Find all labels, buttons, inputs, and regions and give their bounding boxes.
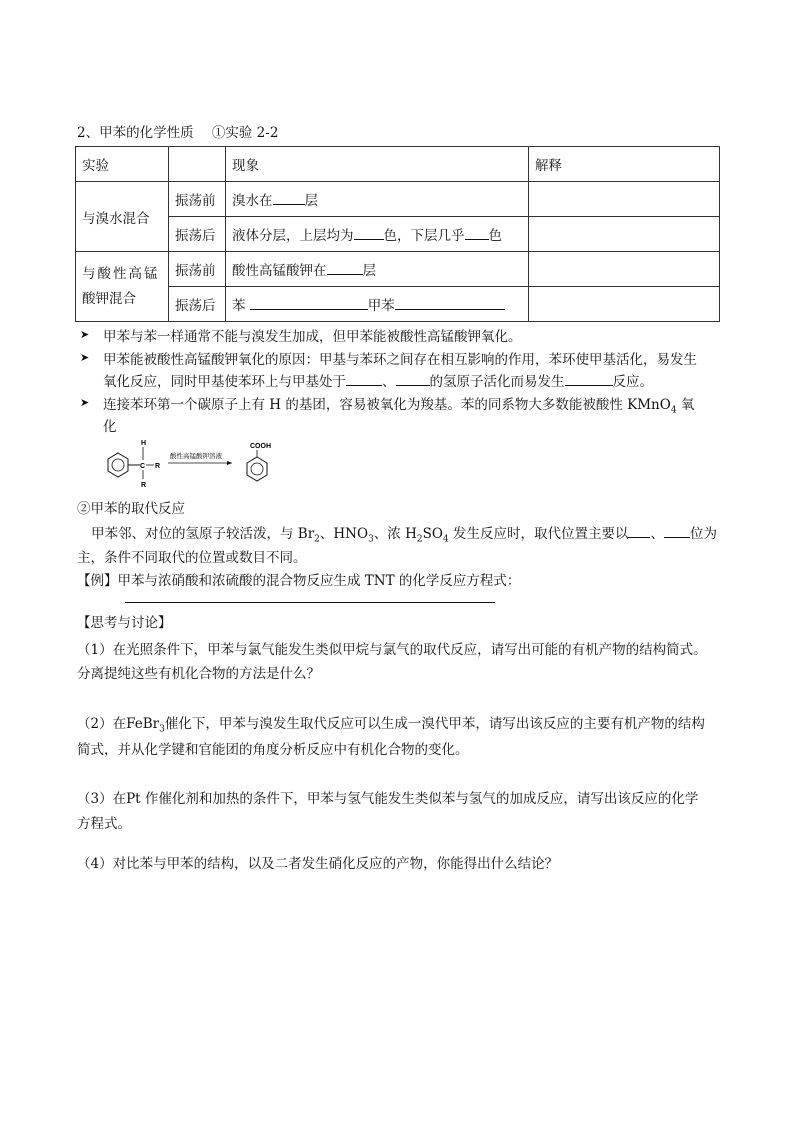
answer-blank[interactable] xyxy=(664,523,690,538)
r-group-label-2: R xyxy=(141,482,147,489)
answer-blank[interactable] xyxy=(628,523,650,538)
table-row xyxy=(76,182,720,217)
phenomenon-cell: 苯 甲苯 xyxy=(226,287,529,322)
benzene-ring-product xyxy=(247,457,267,481)
question-1-line2: 分离提纯这些有机化合物的方法是什么？ xyxy=(77,666,320,682)
experiment-table xyxy=(75,146,720,322)
table-header-row xyxy=(76,147,720,182)
explanation-cell[interactable] xyxy=(529,217,720,252)
table-row xyxy=(76,252,720,287)
answer-blank[interactable] xyxy=(346,371,382,386)
question-3-line1: （3）在Pt 作催化剂和加热的条件下，甲苯与氢气能发生类似苯与氢气的加成反应，请写出该反应的化学 xyxy=(77,791,699,807)
answer-blank[interactable] xyxy=(396,371,430,386)
bullet-3-line1: 连接苯环第一个碳原子上有 H 的基团，容易被氧化为羧基。苯的同系物大多数能被酸性 KMnO$_4$ 氧 xyxy=(103,397,695,416)
carboxyl-label: COOH xyxy=(250,443,271,450)
stage-cell: 振荡前 xyxy=(169,182,226,217)
answer-blank[interactable] xyxy=(354,225,384,240)
question-2-line1: （2）在FeBr$_3$催化下，甲苯与溴发生取代反应可以生成一溴代甲苯，请写出该反应的主要有机产物的结构 xyxy=(77,716,705,735)
answer-blank[interactable] xyxy=(250,295,350,310)
bullet-2-line2: 氧化反应，同时甲基使苯环上与甲基处于 、 的氢原子活化而易发生 反应。 xyxy=(103,370,653,390)
bullet-2-line1: 甲苯能被酸性高锰酸钾氧化的原因：甲基与苯环之间存在相互影响的作用，苯环使甲基活化，易发生 xyxy=(103,352,697,368)
group-kmno4: 与酸性高锰 酸钾混合 xyxy=(76,252,169,322)
table-row xyxy=(76,217,720,252)
phenomenon-cell: 液体分层，上层均为 色，下层几乎 色 xyxy=(226,217,529,252)
stage-cell: 振荡前 xyxy=(169,252,226,287)
question-2-line2: 简式，并从化学键和官能团的角度分析反应中有机化合物的变化。 xyxy=(77,742,469,758)
bullet-3-line2: 化 xyxy=(103,419,117,435)
substitution-line1: 甲苯邻、对位的氢原子较活泼，与 $Br_2$、$HNO_3$、浓 $H_2SO_4$ 发生反应时，取代位置主要以 、 位为 xyxy=(91,522,717,545)
hydrogen-label: H xyxy=(141,440,147,447)
arrow-bullet-icon: ➤ xyxy=(80,396,90,409)
explanation-cell[interactable] xyxy=(529,182,720,217)
phenomenon-cell: 溴水在 层 xyxy=(226,182,529,217)
explanation-cell[interactable] xyxy=(529,287,720,322)
bullet-1: 甲苯与苯一样通常不能与溴发生加成，但甲苯能被酸性高锰酸钾氧化。 xyxy=(103,329,522,345)
substitution-line2: 主，条件不同取代的位置或数目不同。 xyxy=(77,550,307,566)
section-title: 2、甲苯的化学性质 ①实验 2-2 xyxy=(77,125,279,141)
answer-blank[interactable] xyxy=(465,225,489,240)
question-4: （4）对比苯与甲苯的结构，以及二者发生硝化反应的产物，你能得出什么结论？ xyxy=(77,856,559,872)
header-phenomenon: 现象 xyxy=(226,147,529,182)
phenomenon-cell: 酸性高锰酸钾在 层 xyxy=(226,252,529,287)
discussion-title: 【思考与讨论】 xyxy=(77,615,172,631)
answer-blank[interactable] xyxy=(327,260,363,275)
question-1-line1: （1）在光照条件下，甲苯与氯气能发生类似甲烷与氯气的取代反应，请写出可能的有机产物的结构简式。 xyxy=(77,642,707,658)
header-explanation: 解释 xyxy=(529,147,720,182)
substitution-title: ②甲苯的取代反应 xyxy=(77,501,185,517)
answer-blank[interactable] xyxy=(565,371,613,386)
stage-cell: 振荡后 xyxy=(169,287,226,322)
example-question: 【例】甲苯与浓硝酸和浓硫酸的混合物反应生成 TNT 的化学反应方程式： xyxy=(77,573,521,589)
answer-blank[interactable] xyxy=(395,295,505,310)
example-answer-line[interactable] xyxy=(125,602,495,603)
carbon-label: C xyxy=(140,463,146,470)
reagent-label: 酸性高锰酸钾溶液 xyxy=(170,452,222,460)
benzene-ring-reactant xyxy=(108,453,128,477)
r-group-label: R xyxy=(155,463,161,470)
arrow-bullet-icon: ➤ xyxy=(80,328,90,341)
oxidation-reaction-scheme xyxy=(100,436,290,496)
group-bromine-water: 与溴水混合 xyxy=(76,182,169,252)
experiment-ref: ①实验 2-2 xyxy=(211,125,279,141)
answer-blank[interactable] xyxy=(273,190,305,205)
answer-blank[interactable] xyxy=(350,295,368,310)
question-3-line2: 方程式。 xyxy=(77,816,131,832)
stage-cell: 振荡后 xyxy=(169,217,226,252)
header-experiment: 实验 xyxy=(76,147,169,182)
arrow-bullet-icon: ➤ xyxy=(80,351,90,364)
table-row xyxy=(76,287,720,322)
explanation-cell[interactable] xyxy=(529,252,720,287)
